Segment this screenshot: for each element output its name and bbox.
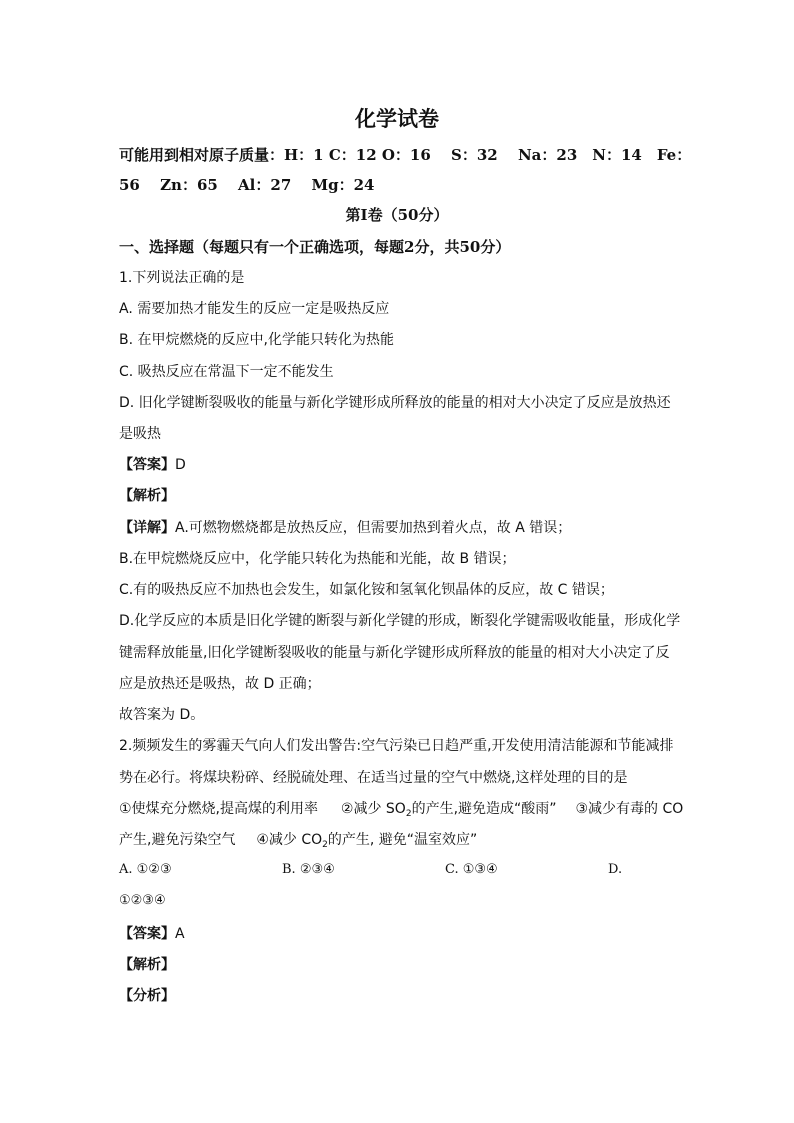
q2-item-4	[256, 832, 477, 848]
q1-option-d-line-2: 是吸热	[119, 426, 161, 442]
item2-subscript: 2	[405, 809, 412, 819]
detail-text: A.可燃物燃烧都是放热反应，但需要加热到着火点，故 A 错误；	[175, 520, 572, 536]
item4-subscript: 2	[322, 840, 328, 850]
q2-items-line-1	[119, 799, 683, 819]
q1-stem: 1.下列说法正确的是	[119, 270, 245, 286]
q2-item-3: ③减少有毒的 CO	[575, 801, 684, 817]
q1-detail-6: 应是放热还是吸热，故 D 正确；	[119, 676, 321, 692]
q2-option-b: B. ②③④	[282, 862, 335, 877]
q1-detail-4: D.化学反应的本质是旧化学键的断裂与新化学键的形成，断裂化学键需吸收能量，形成化学	[119, 613, 681, 629]
q2-stem-line-2: 势在必行。将煤块粉碎、经脱硫处理、在适当过量的空气中燃烧,这样处理的目的是	[119, 770, 628, 786]
detail-tag: 【详解】	[119, 520, 175, 536]
q2-analysis-tag: 【解析】	[119, 957, 175, 973]
q2-option-c: C. ①③④	[445, 862, 498, 877]
q2-fenxi-tag: 【分析】	[119, 988, 175, 1004]
answer-value: D	[175, 457, 186, 473]
q2-item-3-cont: 产生,避免污染空气	[119, 832, 236, 848]
q2-item-2	[341, 801, 557, 817]
q1-detail-1	[119, 518, 571, 538]
q2-option-d: D.	[608, 862, 623, 877]
q1-detail-5: 键需释放能量,旧化学键断裂吸收的能量与新化学键形成所释放的能量的相对大小决定了反	[119, 645, 670, 661]
volume-heading: 第Ⅰ卷（50分）	[345, 206, 449, 224]
q2-option-a: A. ①②③	[119, 862, 172, 877]
atomic-mass-line-2: 56 Zn：65 Al：27 Mg：24	[119, 176, 375, 194]
q1-option-a: A. 需要加热才能发生的反应一定是吸热反应	[119, 301, 390, 317]
q1-analysis-tag: 【解析】	[119, 488, 175, 504]
item4-text-post: 的产生, 避免“温室效应”	[327, 832, 478, 848]
q2-stem-line-1: 2.频频发生的雾霾天气向人们发出警告:空气污染已日趋严重,开发使用清洁能源和节能减排	[119, 738, 674, 754]
q2-items-line-2	[119, 830, 477, 850]
item4-text: ④减少 CO	[256, 832, 323, 848]
item2-text: ②减少 SO	[340, 801, 406, 817]
atomic-mass-line-1: 可能用到相对原子质量：H：1 C：12 O：16 S：32 Na：23 N：14 Fe：	[119, 146, 692, 164]
section-heading: 一、选择题（每题只有一个正确选项，每题2分，共50分）	[119, 238, 511, 256]
q2-item-1: ①使煤充分燃烧,提高煤的利用率	[119, 801, 319, 817]
answer-tag: 【答案】	[119, 457, 175, 473]
q1-detail-3: C.有的吸热反应不加热也会发生，如氯化铵和氢氧化钡晶体的反应，故 C 错误；	[119, 582, 614, 598]
q1-answer	[119, 455, 186, 475]
q1-option-d-line-1: D. 旧化学键断裂吸收的能量与新化学键形成所释放的能量的相对大小决定了反应是放热还	[119, 395, 671, 411]
q1-option-b: B. 在甲烷燃烧的反应中,化学能只转化为热能	[119, 332, 394, 348]
answer-tag: 【答案】	[119, 926, 175, 942]
page-title: 化学试卷	[355, 106, 439, 131]
answer-value: A	[175, 926, 185, 942]
q1-option-c: C. 吸热反应在常温下一定不能发生	[119, 364, 334, 380]
q1-detail-2: B.在甲烷燃烧反应中，化学能只转化为热能和光能，故 B 错误；	[119, 551, 516, 567]
q2-option-d-value: ①②③④	[119, 893, 166, 908]
q1-conclusion: 故答案为 D。	[119, 707, 205, 723]
q2-answer	[119, 924, 185, 944]
item2-text-post: 的产生,避免造成“酸雨”	[411, 801, 557, 817]
